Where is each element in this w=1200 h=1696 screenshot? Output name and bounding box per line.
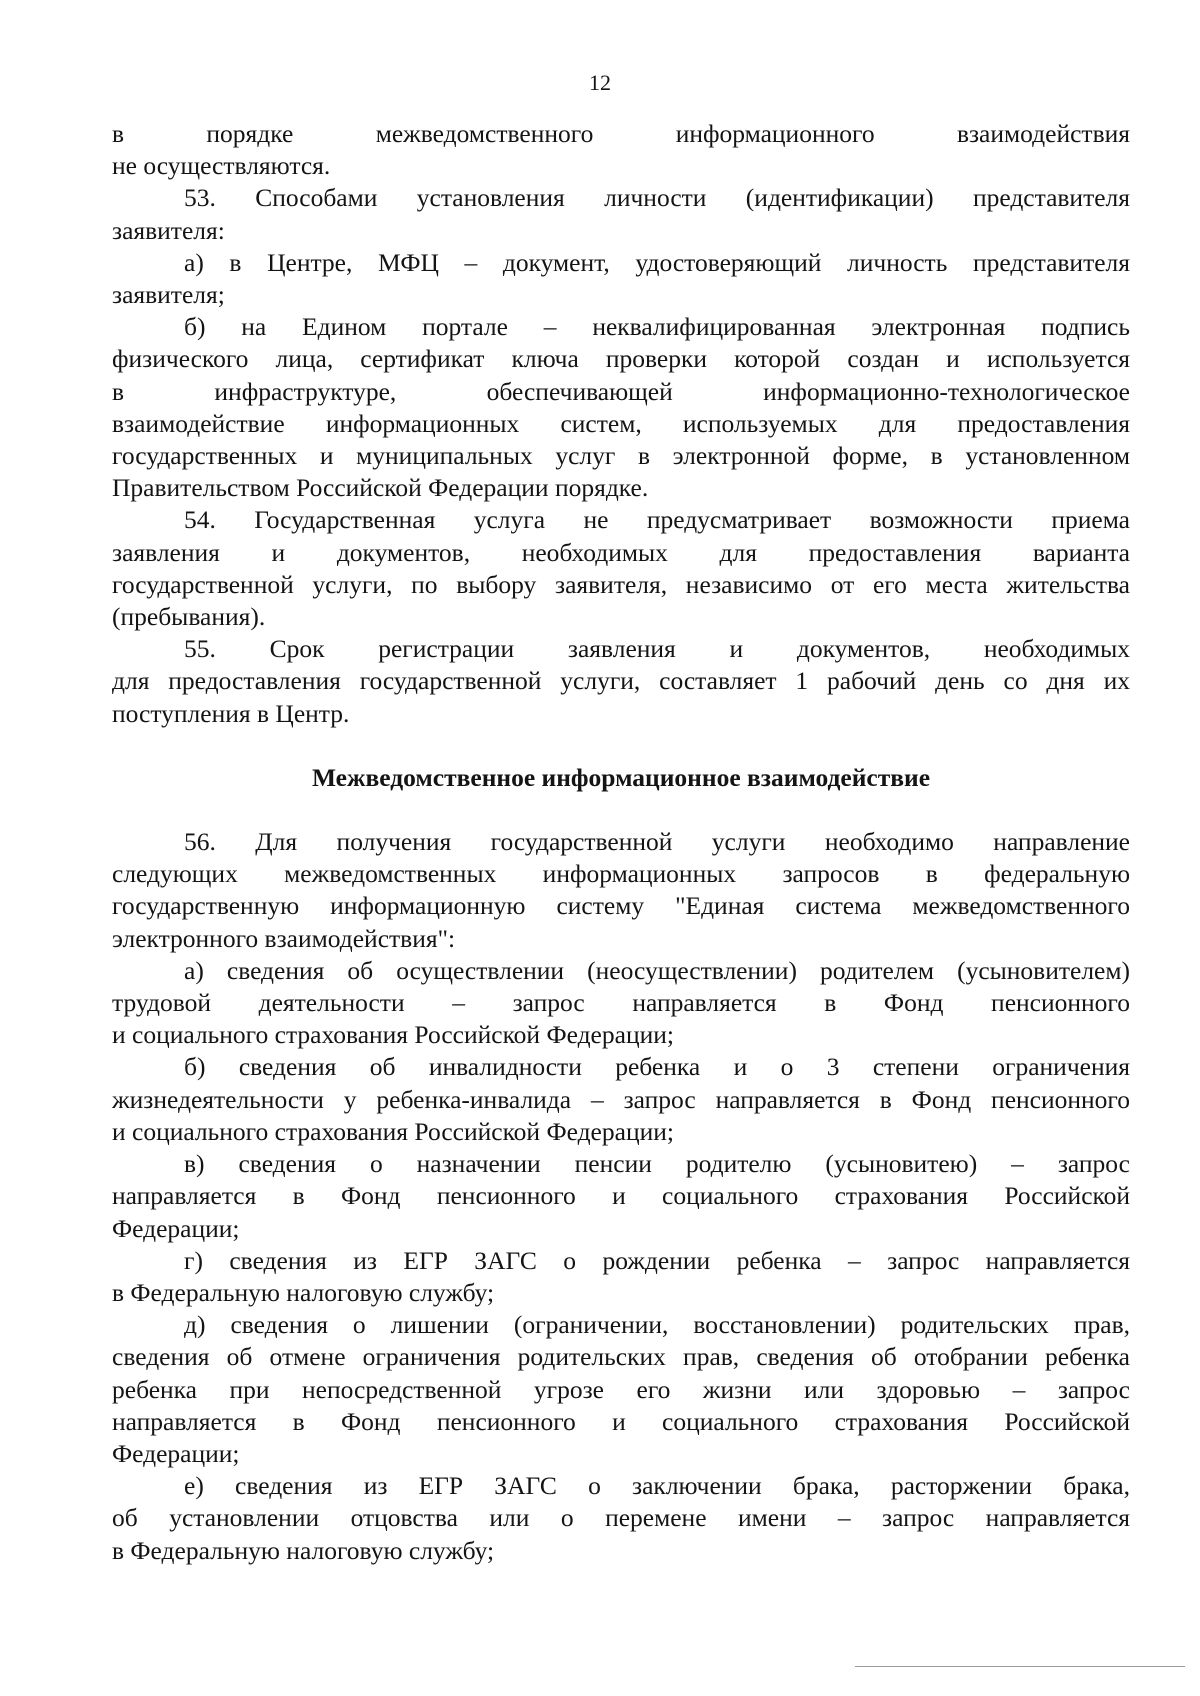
text-line: заявителя;	[112, 280, 225, 310]
text-line: для предоставления государственной услуги, составляет 1 рабочий день со дня их	[112, 666, 1130, 696]
paragraph-56-start: 56. Для получения государственной услуги необходимо направление	[184, 827, 1130, 857]
text-line: поступления в Центр.	[112, 698, 350, 728]
item-b-start: б) сведения об инвалидности ребенка и о 3 степени ограничения	[184, 1052, 1130, 1082]
text-line: следующих межведомственных информационных запросов в федеральную	[112, 859, 1130, 889]
text-line: в порядке межведомственного информационного взаимодействия	[112, 119, 1130, 148]
text-line: жизнедеятельности у ребенка-инвалида – запрос направляется в Фонд пенсионного	[112, 1084, 1130, 1114]
text-line: электронного взаимодействия":	[112, 923, 456, 953]
text-line: заявителя:	[112, 215, 225, 245]
text-line: трудовой деятельности – запрос направляется в Фонд пенсионного	[112, 988, 1130, 1018]
item-g-start: г) сведения из ЕГР ЗАГС о рождении ребенка – запрос направляется	[184, 1245, 1130, 1275]
text-line: в Федеральную налоговую службу;	[112, 1277, 495, 1307]
item-a-start: а) сведения об осуществлении (неосуществлении) родителем (усыновителем)	[184, 955, 1130, 985]
page-number: 12	[589, 70, 611, 95]
text-line: заявления и документов, необходимых для предоставления варианта	[112, 537, 1130, 567]
text-line: в Федеральную налоговую службу;	[112, 1535, 495, 1565]
text-line: государственную информационную систему "Единая система межведомственного	[112, 891, 1130, 921]
text-line: об установлении отцовства или о перемене имени – запрос направляется	[112, 1503, 1130, 1533]
text-line: не осуществляются.	[112, 151, 331, 181]
item-d-start: д) сведения о лишении (ограничении, восстановлении) родительских прав,	[184, 1310, 1130, 1340]
text-line: Федерации;	[112, 1213, 240, 1243]
text-line: взаимодействие информационных систем, используемых для предоставления	[112, 408, 1130, 438]
text-line: Правительством Российской Федерации порядке.	[112, 473, 649, 503]
text-line: государственных и муниципальных услуг в электронной форме, в установленном	[112, 441, 1130, 471]
text-line: направляется в Фонд пенсионного и социального страхования Российской	[112, 1181, 1130, 1211]
text-line: ребенка при непосредственной угрозе его жизни или здоровью – запрос	[112, 1374, 1130, 1404]
text-line: Федерации;	[112, 1438, 240, 1468]
text-line: (пребывания).	[112, 602, 266, 632]
text-line: в инфраструктуре, обеспечивающей информационно-технологическое	[112, 376, 1130, 406]
text-line: сведения об отмене ограничения родительских прав, сведения об отобрании ребенка	[112, 1342, 1130, 1372]
paragraph-54-start: 54. Государственная услуга не предусматривает возможности приема	[184, 505, 1130, 535]
text-line: направляется в Фонд пенсионного и социального страхования Российской	[112, 1406, 1130, 1436]
text-line: физического лица, сертификат ключа проверки которой создан и используется	[112, 344, 1130, 374]
item-a-start: а) в Центре, МФЦ – документ, удостоверяющий личность представителя	[184, 247, 1130, 277]
paragraph-55-start: 55. Срок регистрации заявления и документов, необходимых	[184, 634, 1130, 664]
footer-rule	[855, 1666, 1185, 1667]
document-body	[112, 118, 1130, 1567]
text-line: и социального страхования Российской Федерации;	[112, 1116, 674, 1146]
item-b-start: б) на Едином портале – неквалифицированная электронная подпись	[184, 312, 1130, 342]
paragraph-53-start: 53. Способами установления личности (идентификации) представителя	[184, 183, 1130, 213]
item-e-start: е) сведения из ЕГР ЗАГС о заключении брака, расторжении брака,	[184, 1471, 1130, 1501]
text-line: и социального страхования Российской Федерации;	[112, 1020, 674, 1050]
section-heading: Межведомственное информационное взаимодействие	[311, 762, 931, 792]
text-line: государственной услуги, по выбору заявителя, независимо от его места жительства	[112, 569, 1130, 599]
item-v-start: в) сведения о назначении пенсии родителю (усыновитею) – запрос	[184, 1149, 1130, 1179]
